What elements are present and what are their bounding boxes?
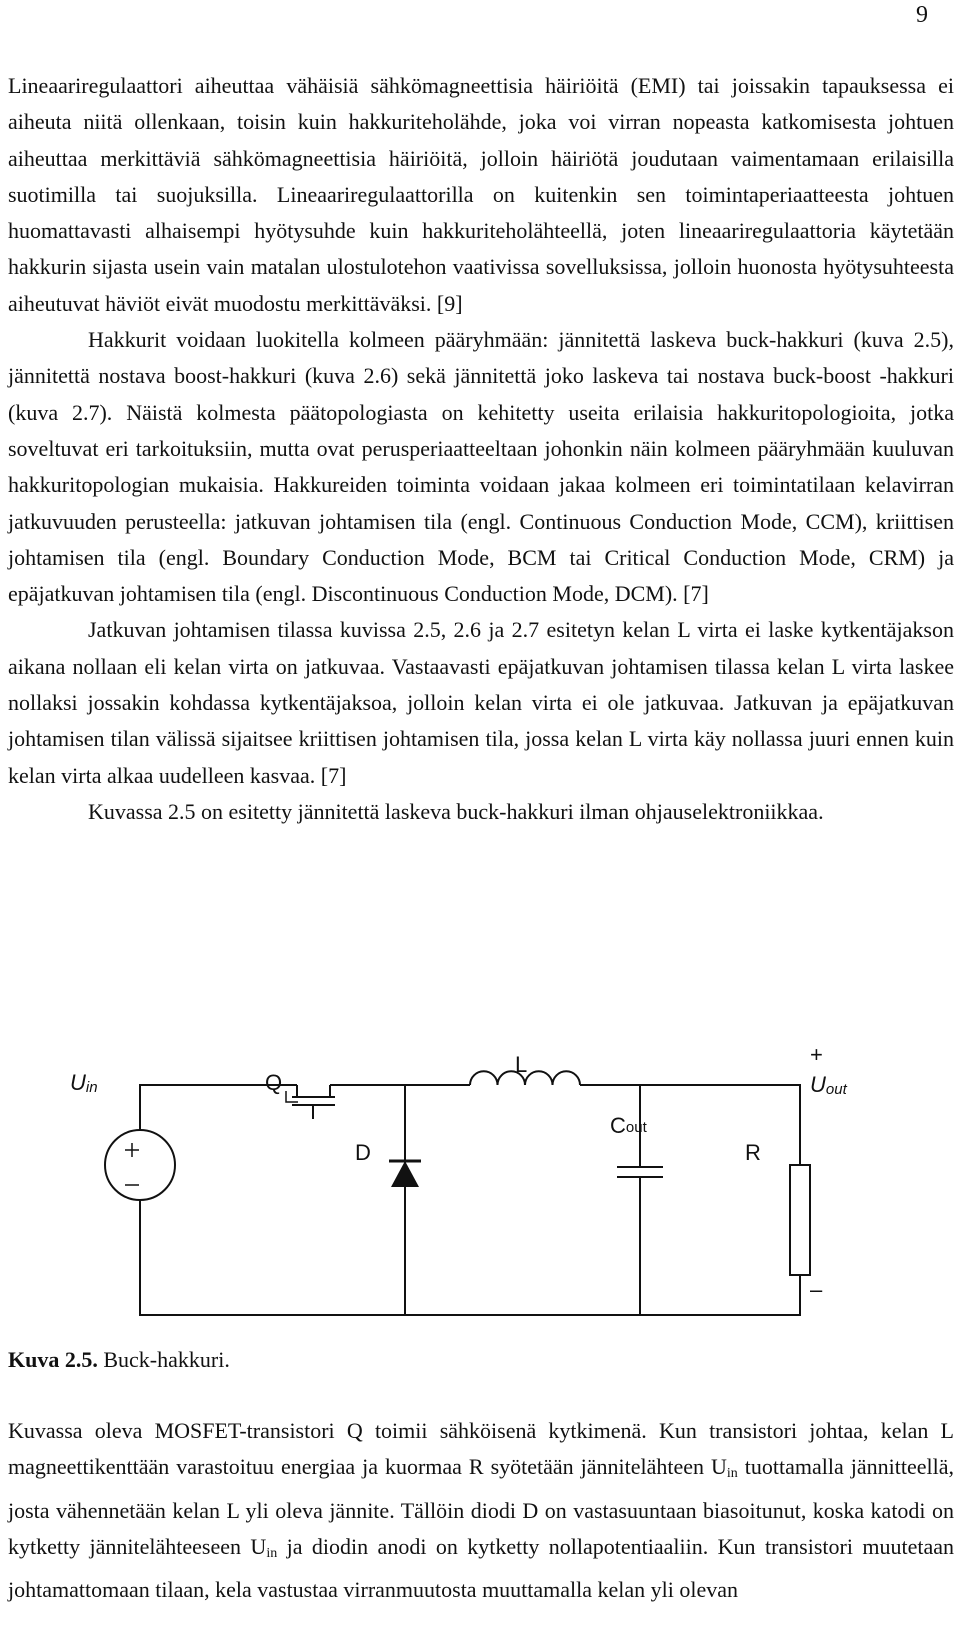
uout-label: Uout [810, 1072, 847, 1098]
uout-minus: – [810, 1277, 823, 1302]
q-label: Q [265, 1070, 283, 1095]
uin-label: Uin [70, 1070, 98, 1096]
paragraph-topologies: Hakkurit voidaan luokitella kolmeen pääryhmään: jännitettä laskeva buck-hakkuri (kuva 2.5), jännitettä nostava boost-hakkuri (kuva 2.6) sekä jännitettä joko laskeva tai nostava buck-boost -hakkuri (kuva 2.7). Näistä kolmesta päätopologiasta on kehitetty useita erilaisia hakkuritopologioita, jotka soveltuvat eri tarkoituksiin, mutta ovat perusperiaatteeltaan johonkin näin kolmeen pääryhmään kuuluvan hakkuritopologian mukaisia. Hakkureiden toiminta voidaan jakaa kolmeen eri toimintatilaan kelavirran jatkuvuuden perusteella: jatkuvan johtamisen tila (engl. Continuous Conduction Mode, CCM), kriittisen johtamisen tila (engl. Boundary Conduction Mode, BCM tai Critical Conduction Mode, CRM) ja epäjatkuvan johtamisen tila (engl. Discontinuous Conduction Mode, DCM). [7] [8, 327, 954, 607]
body-text-top [8, 68, 954, 830]
paragraph-emi: Lineaariregulaattori aiheuttaa vähäisiä sähkömagneettisia häiriöitä (EMI) tai joissakin tapauksessa ei aiheuta niitä ollenkaan, toisin kuin hakkuriteholähde, joka voi virran nopeasta katkomisesta johtuen aiheuttaa merkittäviä sähkömagneettisia häiriöitä, jolloin häiriötä joudutaan vaimentamaan erilaisilla suotimilla tai suojuksilla. Lineaariregulaattorilla on kuitenkin sen toimintaperiaatteesta johtuen huomattavasti alhaisempi hyötysuhde kuin hakkuriteholähteellä, joten lineaariregulaattoria käytetään hakkurin sijasta usein vain matalan ulostulotehon vaativissa sovelluksissa, jolloin huonosta hyötysuhteesta aiheutuvat häviöt eivät muodostu merkittäväksi. [9] [8, 73, 954, 316]
l-label: L [515, 1052, 528, 1077]
body-text-bottom [8, 1413, 954, 1608]
voltage-source-uin [105, 1130, 175, 1200]
caption-text: Buck-hakkuri. [97, 1347, 230, 1372]
cout-label: Cout [610, 1113, 647, 1138]
paragraph-mosfet [8, 1413, 954, 1608]
paragraph-conduction-modes: Jatkuvan johtamisen tilassa kuvissa 2.5, 2.6 ja 2.7 esitetyn kelan L virta ei laske kytkentäjakson aikana nollaan eli kelan virta on jatkuvaa. Vastaavasti epäjatkuvan johtamisen tilassa kelan L virta laskee nollaksi jossakin kohdassa kytkentäjaksoa, jolloin kelan virta ei ole jatkuvaa. Jatkuvan ja epäjatkuvan johtamisen tilan välissä sijaitsee kriittisen johtamisen tila, jossa kelan L virta käy nollassa juuri ennen kuin kelan virta alkaa uudelleen kasvaa. [7] [8, 617, 954, 788]
page-number: 9 [916, 2, 928, 28]
uout-plus: + [810, 1042, 823, 1067]
paragraph-figure-intro: Kuvassa 2.5 on esitetty jännitettä laskeva buck-hakkuri ilman ohjauselektroniikkaa. [88, 798, 824, 824]
r-label: R [745, 1140, 761, 1165]
uin-subscript: in [266, 1545, 278, 1561]
ground-wire [140, 1200, 800, 1315]
d-label: D [355, 1140, 371, 1165]
caption-number: Kuva 2.5. [8, 1347, 98, 1372]
paragraph-mosfet-part3: ja diodin anodi on kytketty nollapotentiaaliin. Kun transistori muutetaan johtamattomaan tilaan, kela vastustaa virranmuutosta muuttamalla kelan yli olevan [8, 1533, 955, 1603]
resistor-r [790, 1165, 810, 1275]
figure-caption [8, 1345, 230, 1375]
diode-d [389, 1085, 421, 1315]
uin-subscript: in [726, 1466, 738, 1482]
mosfet-q [286, 1085, 335, 1119]
buck-converter-circuit [60, 1042, 900, 1335]
paragraph-mosfet-part1: Kuvassa oleva MOSFET-transistori Q toimii sähköisenä kytkimenä. Kun transistori johtaa, kelan L magneettikenttään varastoituu energiaa ja kuormaa R syötetään jännitelähteen U [8, 1418, 954, 1480]
paragraph-mosfet-part2: tuottamalla jännitteellä, josta vähennetään kelan L yli oleva jännite. Tällöin diodi D on vastasuuntaan biasoitunut, koska katodi on kytketty jännitelähteeseen U [8, 1454, 954, 1559]
